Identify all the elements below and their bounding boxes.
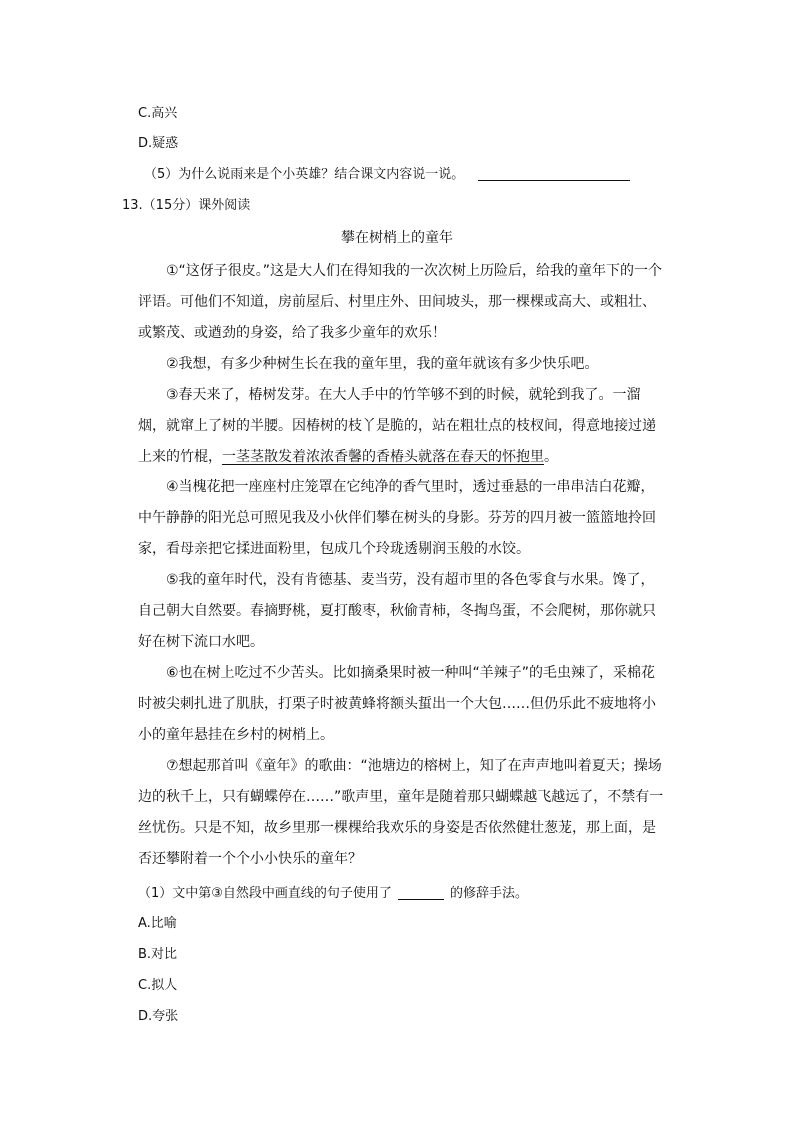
subquestion-1-tail: 的修辞手法。: [449, 886, 528, 901]
paragraph-2: ②我想，有多少种树生长在我的童年里，我的童年就该有多少快乐吧。: [166, 356, 599, 372]
answer-blank-1[interactable]: [398, 885, 444, 900]
prev-option-c: C.高兴: [138, 106, 178, 121]
paragraph-6: ⑥也在树上吃过不少苦头。比如摘桑果时被一种叫“羊辣子”的毛虫辣了，采棉花时被尖刺扎进了肌肤，打栗子时被黄蜂将额头蜇出一个大包……但仍乐此不疲地将小小的童年悬挂在乡村的树梢上。: [138, 665, 656, 743]
subquestion-5-text: （5）为什么说雨来是个小英雄？结合课文内容说一说。: [144, 167, 465, 182]
paragraph-3-end: 。: [544, 449, 558, 465]
prev-option-d: D.疑惑: [138, 136, 179, 151]
paragraph-7: ⑦想起那首叫《童年》的歌曲：“池塘边的榕树上，知了在声声地叫着夏天；操场边的秋千上，只有蝴蝶停在……”歌声里，童年是随着那只蝴蝶越飞越远了，不禁有一丝忧伤。只是不知，故乡里那一棵棵给我欢乐的身姿是否依然健壮葱茏，那上面，是否还攀附着一个个小小快乐的童年？: [138, 758, 664, 867]
prev-subquestion-5: [144, 165, 630, 185]
paragraph-4: ④当槐花把一座座村庄笼罩在它纯净的香气里时，透过垂悬的一串串洁白花瓣，中午静静的阳光总可照见我及小伙伴们攀在树头的身影。芬芳的四月被一篮篮地拎回家，看母亲把它揉进面粉里，包成几个玲珑透剔润玉般的水饺。: [138, 479, 656, 557]
paragraph-3-text: ③春天来了，椿树发芽。在大人手中的竹竿够不到的时候，就轮到我了。一溜烟，就窜上了树的半腰。因椿树的枝丫是脆的，站在粗壮点的枝杈间，得意地接过递上来的竹棍，: [138, 387, 656, 465]
passage-title: 攀在树梢上的童年: [341, 230, 453, 246]
option-c: C.拟人: [138, 978, 178, 993]
subquestion-1: [138, 884, 528, 904]
paragraph-3: [138, 380, 666, 473]
option-a: A.比喻: [138, 916, 177, 931]
paragraph-5: ⑤我的童年时代，没有肯德基、麦当劳，没有超市里的各色零食与水果。馋了，自己朝大自然要。春摘野桃，夏打酸枣，秋偷青柿，冬掏鸟蛋，不会爬树，那你就只好在树下流口水吧。: [138, 572, 656, 650]
paragraph-1: ①“这伢子很皮。”这是大人们在得知我的一次次树上历险后，给我的童年下的一个评语。可他们不知道，房前屋后、村里庄外、田间坡头，那一棵棵或高大、或粗壮、或繁茂、或遒劲的身姿，给了我多少童年的欢乐！: [138, 263, 663, 341]
option-b: B.对比: [138, 947, 178, 962]
underlined-sentence: 一茎茎散发着浓浓香馨的香椿头就落在春天的怀抱里: [222, 449, 544, 465]
subquestion-1-text: （1）文中第③自然段中画直线的句子使用了: [138, 886, 392, 901]
option-d: D.夸张: [138, 1009, 179, 1024]
question-13-header: 13.（15分）课外阅读: [122, 198, 251, 213]
answer-blank-5[interactable]: [478, 166, 630, 181]
